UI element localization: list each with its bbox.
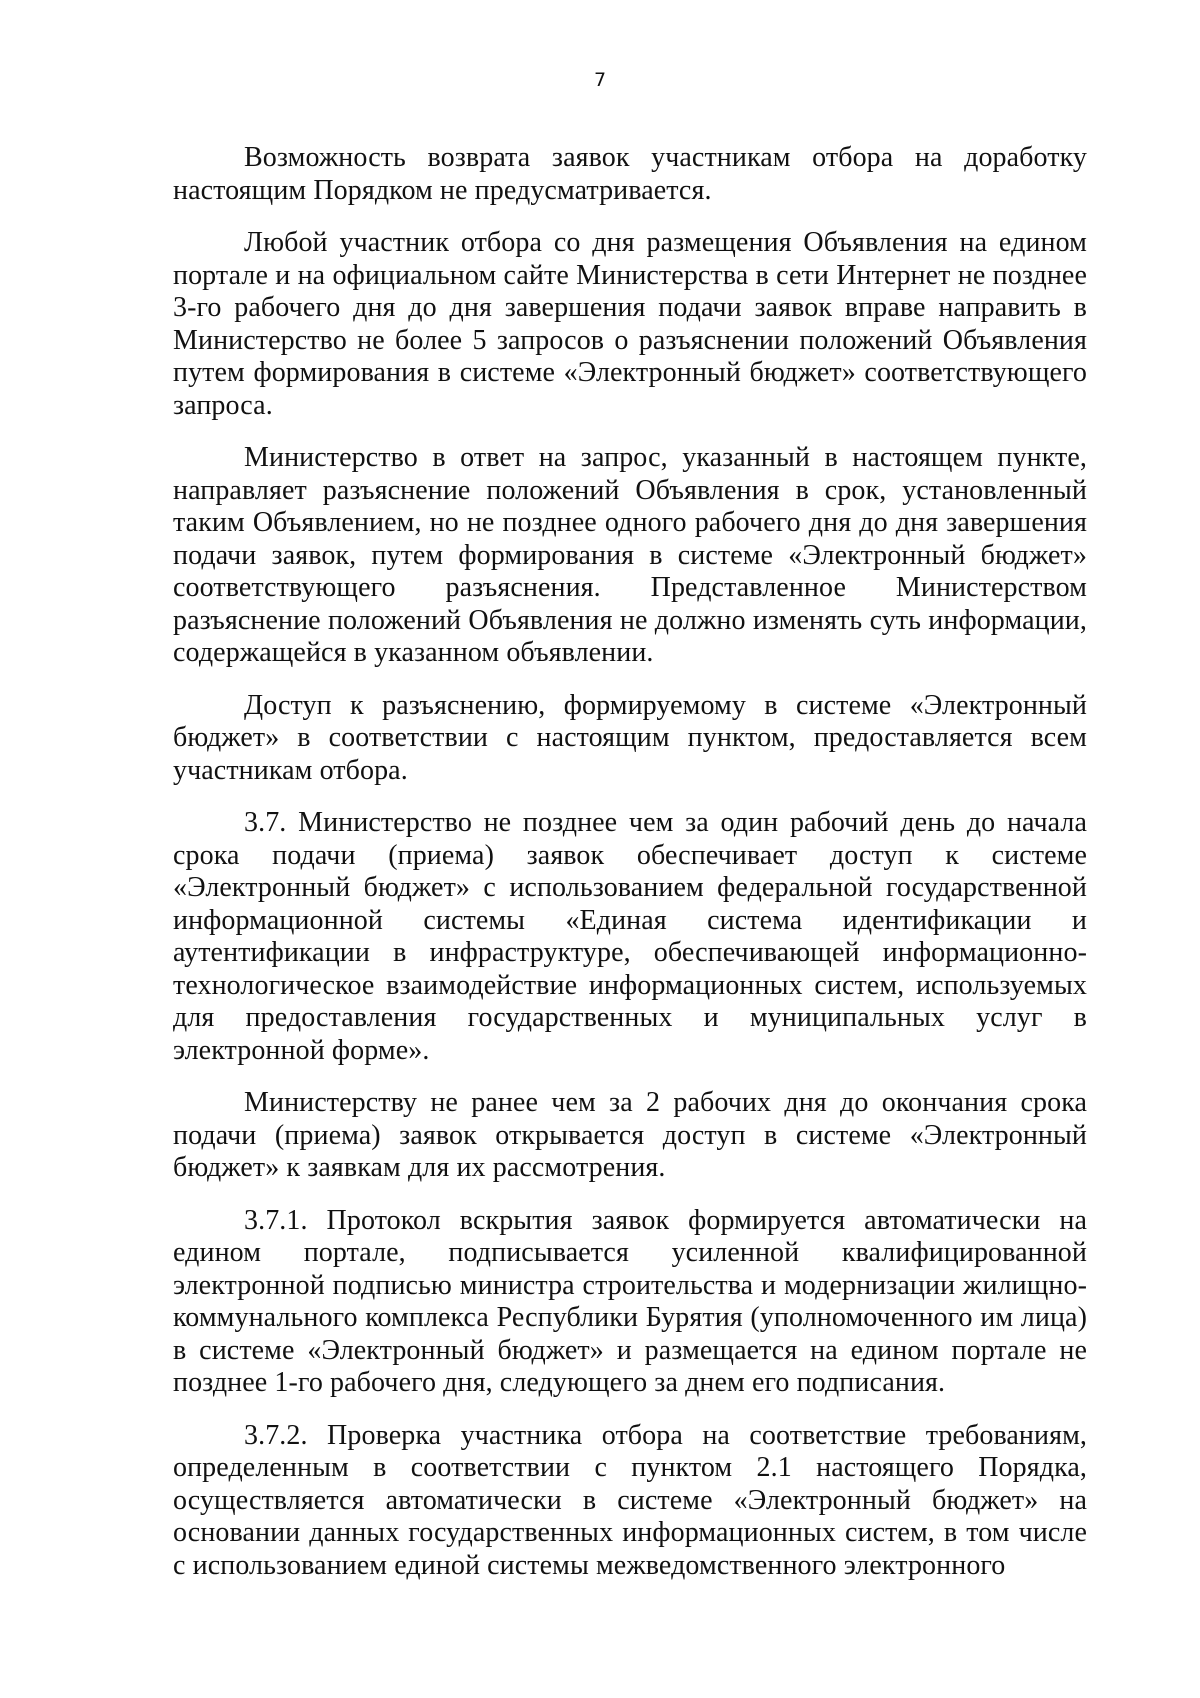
paragraph-section-3-7-1: 3.7.1. Протокол вскрытия заявок формируется автоматически на едином портале, подписывается усиленной квалифицированной электронной подписью министра строительства и модернизации жилищно-коммунального комплекса Республики Бурятия (уполномоченного им лица) в системе «Электронный бюджет» и размещается на едином портале не позднее 1-го рабочего дня, следующего за днем его подписания. — [173, 1204, 1087, 1398]
paragraph-section-3-7: 3.7. Министерство не позднее чем за один рабочий день до начала срока подачи (приема) заявок обеспечивает доступ к системе «Электронный бюджет» с использованием федеральной государственной информационной системы «Единая система идентификации и аутентификации в инфраструктуре, обеспечивающей информационно-технологическое взаимодействие информационных систем, используемых для предоставления государственных и муниципальных услуг в электронной форме». — [173, 807, 1087, 1066]
document-body — [173, 142, 1087, 1602]
paragraph-clarification-requests: Любой участник отбора со дня размещения Объявления на едином портале и на официальном сайте Министерства в сети Интернет не позднее 3-го рабочего дня до дня завершения подачи заявок вправе направить в Министерство не более 5 запросов о разъяснении положений Объявления путем формирования в системе «Электронный бюджет» соответствующего запроса. — [173, 227, 1087, 421]
paragraph-ministry-response: Министерство в ответ на запрос, указанный в настоящем пункте, направляет разъяснение положений Объявления в срок, установленный таким Объявлением, но не позднее одного рабочего дня до дня завершения подачи заявок, путем формирования в системе «Электронный бюджет» соответствующего разъяснения. Представленное Министерством разъяснение положений Объявления не должно изменять суть информации, содержащейся в указанном объявлении. — [173, 442, 1087, 668]
paragraph-section-3-7-2: 3.7.2. Проверка участника отбора на соответствие требованиям, определенным в соответствии с пунктом 2.1 настоящего Порядка, осуществляется автоматически в системе «Электронный бюджет» на основании данных государственных информационных систем, в том числе с использованием единой системы межведомственного электронного — [173, 1419, 1087, 1581]
page-number: 7 — [593, 69, 607, 91]
paragraph-ministry-access: Министерству не ранее чем за 2 рабочих дня до окончания срока подачи (приема) заявок открывается доступ в системе «Электронный бюджет» к заявкам для их рассмотрения. — [173, 1087, 1087, 1183]
paragraph-return-of-applications: Возможность возврата заявок участникам отбора на доработку настоящим Порядком не предусматривается. — [173, 142, 1087, 206]
paragraph-access-to-clarification: Доступ к разъяснению, формируемому в системе «Электронный бюджет» в соответствии с настоящим пунктом, предоставляется всем участникам отбора. — [173, 689, 1087, 786]
